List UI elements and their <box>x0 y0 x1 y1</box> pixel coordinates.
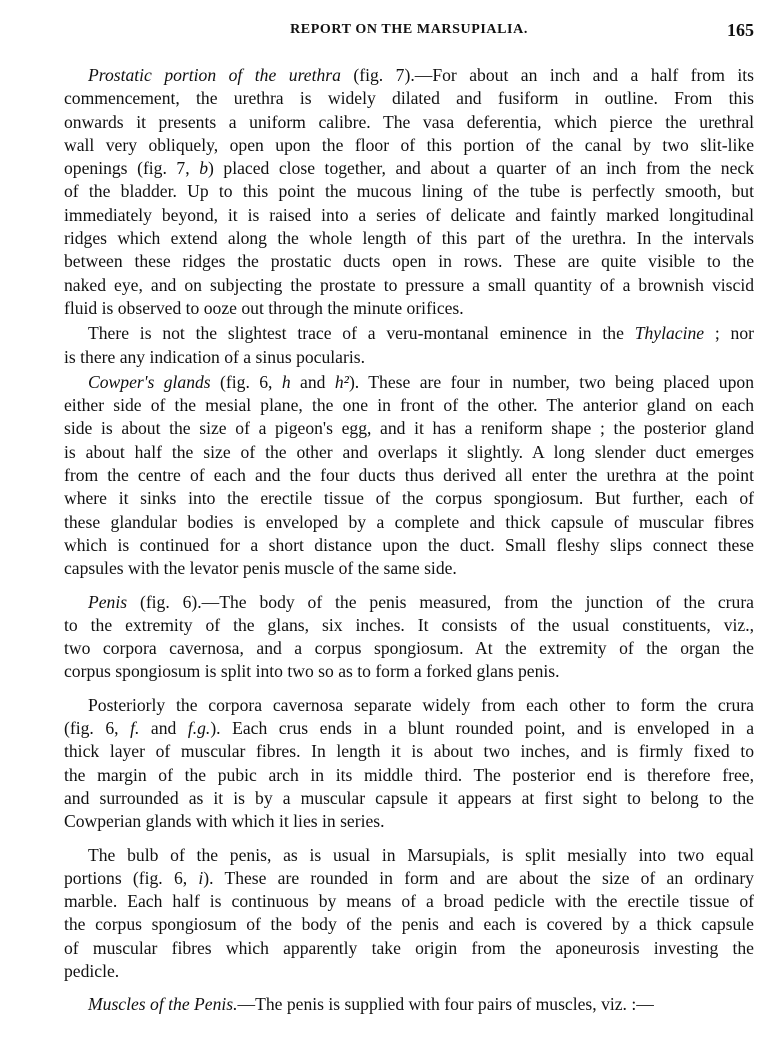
text-line <box>64 180 754 203</box>
paragraph <box>64 64 754 320</box>
text-run: and surrounded as it is by a muscular capsule it appears at first sight to belong to the <box>64 787 754 808</box>
text-line <box>64 441 754 464</box>
italic-text: f.g. <box>187 718 211 739</box>
text-line <box>64 660 754 683</box>
text-run: of muscular fibres which apparently take origin from the aponeurosis investing the <box>64 937 754 958</box>
italic-text: Prostatic portion of the urethra <box>88 65 341 85</box>
text-line <box>64 134 754 157</box>
text-run: ; nor <box>704 323 754 344</box>
text-run: two corpora cavernosa, and a corpus spongiosum. At the extremity of the organ the <box>64 638 754 659</box>
text-run: these glandular bodies is enveloped by a complete and thick capsule of muscular fibres <box>64 511 754 532</box>
page-number: 165 <box>727 20 754 40</box>
text-line <box>64 297 754 320</box>
text-run: Posteriorly the corpora cavernosa separate widely from each other to form the crura <box>88 694 754 715</box>
text-run: is about half the size of the other and overlaps it slightly. A long slender duct emerges <box>64 441 754 462</box>
text-line <box>64 810 754 833</box>
text-run: is there any indication of a sinus pocularis. <box>64 346 365 367</box>
text-run: thick layer of muscular fibres. In length it is about two inches, and is firmly fixed to <box>64 741 754 762</box>
italic-text: Cowper's glands <box>88 371 211 392</box>
text-run: ridges which extend along the whole length of this part of the urethra. In the intervals <box>64 228 754 249</box>
paragraph <box>64 694 754 834</box>
paragraph <box>64 844 754 984</box>
text-run: (fig. 6, <box>210 371 282 392</box>
text-line <box>64 913 754 936</box>
text-run: and <box>290 371 335 392</box>
text-run: corpus spongiosum is split into two so as to form a forked glans penis. <box>64 661 560 682</box>
text-run: (fig. 6, <box>64 718 131 739</box>
text-run: between these ridges the prostatic ducts open in rows. These are quite visible to the <box>64 251 754 272</box>
text-run: side is about the size of a pigeon's egg, and it has a reniform shape ; the posterior gland <box>64 418 754 439</box>
text-run: where it sinks into the erectile tissue of the corpus spongiosum. But further, each of <box>64 488 754 509</box>
text-run: immediately beyond, it is raised into a series of delicate and faintly marked longitudinal <box>64 204 754 225</box>
italic-text: b <box>199 158 208 179</box>
text-run: of the bladder. Up to this point the mucous lining of the tube is perfectly smooth, but <box>64 181 754 202</box>
text-line <box>64 204 754 227</box>
text-line <box>64 511 754 534</box>
text-line <box>64 717 754 740</box>
text-run: There is not the slightest trace of a veru-montanal eminence in the <box>88 323 635 344</box>
text-line <box>64 890 754 913</box>
text-line <box>64 227 754 250</box>
text-run: to the extremity of the glans, six inches. It consists of the usual constituents, viz., <box>64 614 754 635</box>
text-line <box>64 371 754 394</box>
text-run: and <box>139 718 188 739</box>
text-line <box>64 64 754 87</box>
text-line <box>64 787 754 810</box>
text-run: the corpus spongiosum of the body of the penis and each is covered by a thick capsule <box>64 914 754 935</box>
text-run: portions (fig. 6, <box>64 867 199 888</box>
text-run: —The penis is supplied with four pairs of muscles, viz. :— <box>237 994 654 1015</box>
paragraph <box>64 993 754 1016</box>
italic-text: f. <box>130 718 140 739</box>
text-line <box>64 322 754 345</box>
text-run: commencement, the urethra is widely dilated and fusiform in outline. From this <box>64 88 754 109</box>
text-run: openings (fig. 7, <box>64 158 200 179</box>
text-run: onwards it presents a uniform calibre. The vasa deferentia, which pierce the urethral <box>64 111 754 132</box>
page-body <box>64 64 754 1017</box>
text-line <box>64 557 754 580</box>
text-line <box>64 274 754 297</box>
paragraph <box>64 591 754 684</box>
text-line <box>64 464 754 487</box>
text-line <box>64 993 754 1016</box>
text-line <box>64 250 754 273</box>
italic-text: h² <box>334 371 349 392</box>
text-line <box>64 111 754 134</box>
text-line <box>64 844 754 867</box>
text-line <box>64 87 754 110</box>
text-line <box>64 937 754 960</box>
text-run: wall very obliquely, open upon the floor of this portion of the canal by two slit-like <box>64 134 754 155</box>
text-run: which is continued for a short distance upon the duct. Small fleshy slips connect these <box>64 534 754 555</box>
text-run: (fig. 6).—The body of the penis measured, from the junction of the crura <box>127 591 754 612</box>
italic-text: i <box>198 867 204 888</box>
text-line <box>64 346 754 369</box>
paragraph <box>64 322 754 369</box>
text-run: ) placed close together, and about a quarter of an inch from the neck <box>207 158 754 179</box>
text-run: fluid is observed to ooze out through the minute orifices. <box>64 297 464 318</box>
text-line <box>64 740 754 763</box>
text-run: pedicle. <box>64 960 120 981</box>
text-line <box>64 417 754 440</box>
italic-text: h <box>281 371 291 392</box>
text-run: naked eye, and on subjecting the prostate to pressure a small quantity of a brownish viscid <box>64 274 754 295</box>
italic-text: Muscles of the Penis. <box>88 994 238 1015</box>
text-run: ). These are rounded in form and are about the size of an ordinary <box>203 867 754 888</box>
text-run: marble. Each half is continuous by means of a broad pedicle with the erectile tissue of <box>64 891 754 912</box>
text-run: capsules with the levator penis muscle of the same side. <box>64 558 457 579</box>
page-header <box>64 20 754 42</box>
text-run: the margin of the pubic arch in its middle third. The posterior end is therefore free, <box>64 764 754 785</box>
text-run: either side of the mesial plane, the one in front of the other. The anterior gland on each <box>64 395 754 416</box>
text-line <box>64 960 754 983</box>
italic-text: Penis <box>88 591 128 612</box>
text-run: ). These are four in number, two being placed upon <box>348 371 754 392</box>
running-title: REPORT ON THE MARSUPIALIA. <box>290 22 528 37</box>
text-line <box>64 487 754 510</box>
text-run: ). Each crus ends in a blunt rounded point, and is enveloped in a <box>210 718 755 739</box>
text-line <box>64 614 754 637</box>
text-run: Cowperian glands with which it lies in series. <box>64 811 385 832</box>
italic-text: Thylacine <box>634 323 705 344</box>
text-run: The bulb of the penis, as is usual in Marsupials, is split mesially into two equal <box>88 844 754 865</box>
text-line <box>64 867 754 890</box>
text-line <box>64 157 754 180</box>
paragraph <box>64 371 754 581</box>
text-run: from the centre of each and the four ducts thus derived all enter the urethra at the point <box>64 465 754 486</box>
text-line <box>64 534 754 557</box>
text-line <box>64 394 754 417</box>
text-line <box>64 764 754 787</box>
text-line <box>64 637 754 660</box>
text-run: (fig. 7).—For about an inch and a half from its <box>340 65 754 85</box>
text-line <box>64 591 754 614</box>
text-line <box>64 694 754 717</box>
